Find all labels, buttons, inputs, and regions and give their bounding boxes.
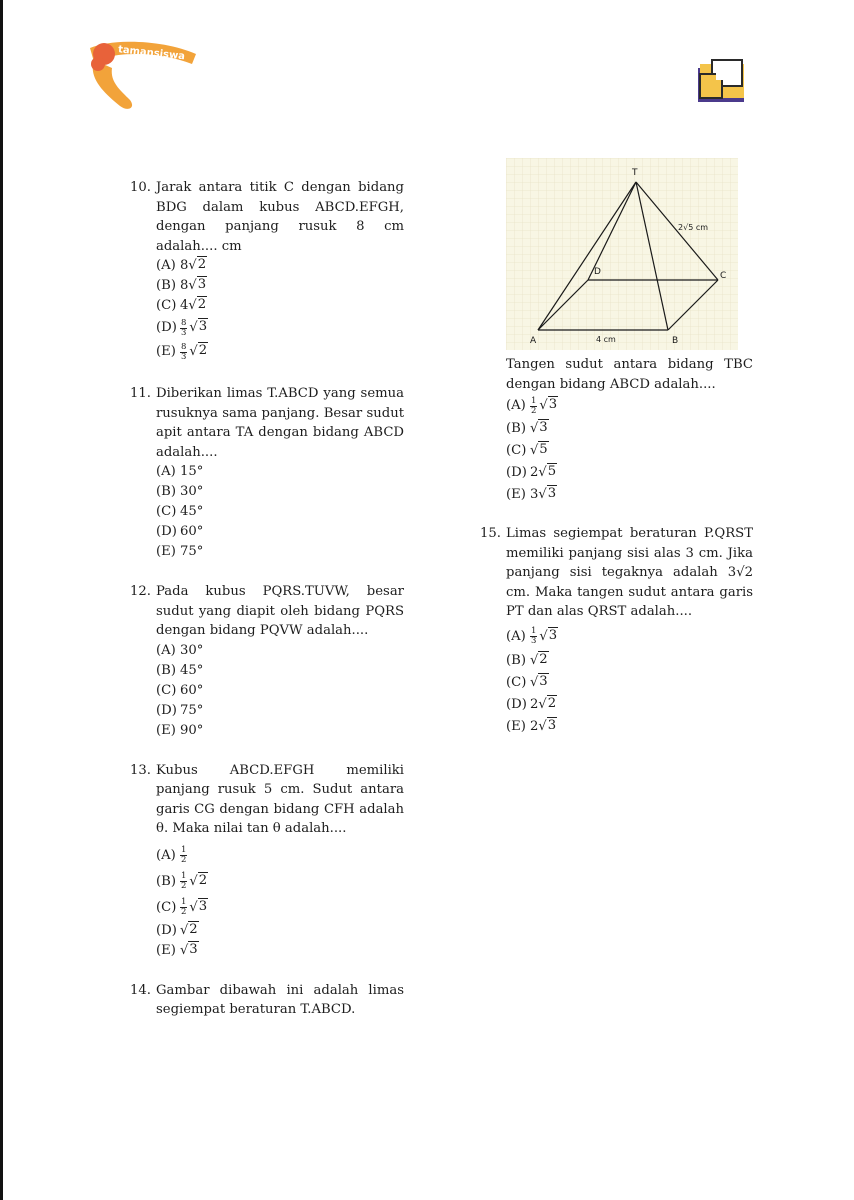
vertex-a-label: A [530, 336, 537, 346]
option-c[interactable] [156, 895, 404, 921]
vertex-d-label: D [594, 267, 601, 277]
option-e[interactable] [156, 340, 404, 364]
logo-text: tamansiswa [117, 44, 186, 63]
sqrt-symbol: √ 3 [189, 319, 208, 336]
radicand: 3 [548, 397, 558, 413]
option-label: (C) [156, 298, 177, 314]
radicand: 2 [197, 297, 207, 313]
option-list [156, 256, 404, 364]
radicand: 3 [547, 486, 557, 502]
option-a[interactable] [506, 394, 753, 418]
option-b[interactable] [156, 661, 404, 681]
question-13 [130, 761, 404, 961]
radicand: 3 [547, 717, 557, 733]
option-label: (E) [506, 487, 526, 503]
vertex-b-label: B [672, 336, 679, 346]
option-c[interactable] [506, 672, 753, 694]
question-number: 14. [130, 982, 151, 998]
question-text: Tangen sudut antara bidang TBC dengan bidang ABCD adalah.... [506, 357, 753, 392]
option-list [506, 394, 753, 506]
radicand: 3 [548, 627, 558, 643]
option-coefficient: 4 [180, 298, 189, 314]
option-value: 30° [180, 484, 204, 500]
option-label: (B) [506, 421, 526, 437]
option-label: (E) [156, 544, 176, 560]
denominator: 2 [181, 855, 187, 865]
option-value: 45° [180, 662, 204, 678]
option-c[interactable] [506, 440, 753, 462]
radicand: 2 [189, 921, 198, 937]
question-number: 10. [130, 180, 151, 195]
fraction [530, 627, 537, 646]
fraction [180, 872, 187, 891]
option-list [156, 462, 404, 562]
sqrt-symbol: √ 2 [189, 343, 208, 360]
option-value: 60° [180, 524, 204, 540]
option-value: 90° [180, 722, 204, 738]
option-a[interactable] [156, 462, 404, 482]
option-label: (A) [156, 847, 176, 863]
option-b[interactable] [506, 418, 753, 440]
option-label: (A) [506, 628, 526, 644]
option-label: (A) [156, 642, 176, 658]
vertex-c-label: C [720, 271, 727, 281]
sqrt-symbol: √ 2 [538, 695, 557, 712]
tamansiswa-logo [84, 38, 204, 116]
option-b[interactable] [156, 276, 404, 296]
option-label: (E) [156, 344, 176, 360]
fraction [180, 846, 187, 865]
option-label: (D) [156, 922, 177, 938]
option-d[interactable] [506, 462, 753, 484]
radicand: 3 [539, 420, 548, 436]
page-left-border [0, 0, 3, 1200]
radicand: 5 [539, 442, 548, 458]
numerator: 1 [181, 897, 187, 907]
option-coefficient: 2 [530, 718, 539, 734]
sqrt-symbol: √ 5 [538, 464, 557, 481]
option-label: (E) [156, 722, 176, 738]
question-text: Limas segiempat beraturan P.QRST memiliki panjang sisi alas 3 cm. Jika panjang sisi tegaknya adalah 3√2 cm. Maka tangen sudut antara garis PT dan alas QRST adalah.... [506, 526, 753, 619]
option-label: (B) [156, 662, 176, 678]
option-b[interactable] [156, 869, 404, 895]
option-label: (E) [506, 718, 526, 734]
option-c[interactable] [156, 681, 404, 701]
sqrt-symbol: √ 3 [539, 627, 558, 644]
numerator: 1 [531, 395, 537, 406]
option-a[interactable] [156, 843, 404, 869]
question-14 [130, 981, 404, 1020]
corner-book-icon [696, 56, 748, 106]
option-d[interactable] [506, 694, 753, 716]
right-column [480, 355, 753, 738]
option-label: (B) [156, 278, 176, 294]
numerator: 1 [181, 845, 187, 855]
fraction [180, 343, 187, 362]
sqrt-symbol: √ 3 [188, 277, 207, 294]
question-text: Pada kubus PQRS.TUVW, besar sudut yang diapit oleh bidang PQRS dengan bidang PQVW adalah.... [156, 584, 404, 638]
option-label: (C) [506, 674, 527, 690]
sqrt-symbol: √ 2 [180, 921, 198, 938]
option-d[interactable] [156, 316, 404, 340]
option-label: (B) [506, 652, 526, 668]
option-list [506, 624, 753, 738]
denominator: 3 [531, 636, 537, 646]
option-label: (A) [156, 464, 176, 480]
edge-length-label: 2√5 cm [678, 223, 709, 232]
left-column [130, 178, 404, 1020]
radicand: 3 [197, 277, 207, 293]
fraction [530, 397, 537, 416]
option-e[interactable] [506, 716, 753, 738]
option-label: (B) [156, 873, 176, 889]
option-e[interactable] [506, 484, 753, 506]
option-label: (C) [156, 682, 177, 698]
option-label: (C) [506, 443, 527, 459]
question-14-continuation [480, 355, 753, 506]
fraction [180, 898, 187, 917]
radicand: 3 [539, 673, 548, 689]
option-e[interactable] [156, 721, 404, 741]
radicand: 2 [547, 695, 557, 711]
option-c[interactable] [156, 502, 404, 522]
sqrt-symbol: √ 3 [539, 397, 558, 414]
sqrt-symbol: √ 3 [530, 420, 548, 437]
option-value: 45° [180, 504, 204, 520]
option-label: (E) [156, 942, 176, 958]
option-label: (D) [506, 696, 527, 712]
sqrt-symbol: √ 3 [538, 717, 557, 734]
option-label: (D) [156, 320, 177, 336]
denominator: 2 [181, 907, 187, 917]
question-number: 15. [480, 526, 501, 541]
numerator: 1 [531, 626, 537, 636]
question-number: 12. [130, 584, 151, 599]
option-label: (A) [156, 258, 176, 274]
radicand: 3 [198, 319, 208, 335]
option-coefficient: 2 [530, 696, 539, 712]
numerator: 8 [181, 341, 187, 352]
option-coefficient: 8 [180, 258, 189, 274]
sqrt-symbol: √ 3 [530, 673, 548, 690]
denominator: 2 [181, 881, 187, 891]
option-list [156, 641, 404, 741]
option-value: 75° [180, 544, 204, 560]
fraction [180, 319, 187, 338]
radicand: 2 [198, 343, 208, 359]
option-value: 15° [180, 464, 204, 480]
option-b[interactable] [156, 482, 404, 502]
option-coefficient: 8 [180, 278, 189, 294]
option-d[interactable] [156, 522, 404, 542]
option-label: (A) [506, 398, 526, 414]
sqrt-symbol: √ 3 [180, 941, 198, 958]
vertex-t-label: T [632, 168, 638, 178]
question-text: Diberikan limas T.ABCD yang semua rusuknya sama panjang. Besar sudut apit antara TA dengan bidang ABCD adalah.... [156, 386, 404, 460]
option-coefficient: 3 [530, 487, 539, 503]
option-d[interactable] [156, 921, 404, 941]
option-label: (C) [156, 899, 177, 915]
option-label: (D) [156, 702, 177, 718]
sqrt-symbol: √ 2 [188, 257, 207, 274]
question-12 [130, 582, 404, 741]
option-e[interactable] [156, 941, 404, 961]
question-11 [130, 384, 404, 562]
option-value: 30° [180, 642, 204, 658]
option-value: 60° [180, 682, 204, 698]
radicand: 3 [198, 898, 208, 914]
radicand: 2 [198, 872, 208, 888]
radicand: 3 [189, 941, 198, 957]
option-label: (D) [156, 524, 177, 540]
sqrt-symbol: √ 2 [530, 651, 548, 668]
question-10 [130, 178, 404, 364]
pyramid-figure [506, 158, 738, 350]
denominator: 3 [181, 327, 187, 338]
option-e[interactable] [156, 542, 404, 562]
numerator: 1 [181, 871, 187, 881]
sqrt-symbol: √ 2 [188, 297, 207, 314]
option-value: 75° [180, 702, 204, 718]
option-a[interactable] [506, 624, 753, 650]
numerator: 8 [181, 317, 187, 328]
option-a[interactable] [156, 256, 404, 276]
radicand: 2 [539, 651, 548, 667]
question-number: 13. [130, 762, 151, 778]
question-text: Gambar dibawah ini adalah limas segiempat beraturan T.ABCD. [156, 982, 404, 1017]
option-label: (B) [156, 484, 176, 500]
sqrt-symbol: √ 3 [538, 486, 557, 503]
option-list [156, 843, 404, 961]
base-length-label: 4 cm [596, 335, 616, 344]
option-coefficient: 2 [530, 465, 539, 481]
option-a[interactable] [156, 641, 404, 661]
question-number: 11. [130, 386, 151, 401]
denominator: 3 [181, 351, 187, 362]
question-text: Kubus ABCD.EFGH memiliki panjang rusuk 5 cm. Sudut antara garis CG dengan bidang CFH adalah θ. Maka nilai tan θ adalah.... [156, 762, 404, 836]
denominator: 2 [531, 405, 537, 416]
question-15 [480, 524, 753, 738]
option-label: (D) [506, 465, 527, 481]
sqrt-symbol: √ 2 [189, 872, 208, 889]
option-b[interactable] [506, 650, 753, 672]
radicand: 5 [547, 464, 557, 480]
option-label: (C) [156, 504, 177, 520]
option-c[interactable] [156, 296, 404, 316]
question-text: Jarak antara titik C dengan bidang BDG dalam kubus ABCD.EFGH, dengan panjang rusuk 8 cm adalah.... cm [156, 180, 404, 254]
sqrt-symbol: √ 3 [189, 898, 208, 915]
radicand: 2 [197, 257, 207, 273]
sqrt-symbol: √ 5 [530, 442, 548, 459]
option-d[interactable] [156, 701, 404, 721]
